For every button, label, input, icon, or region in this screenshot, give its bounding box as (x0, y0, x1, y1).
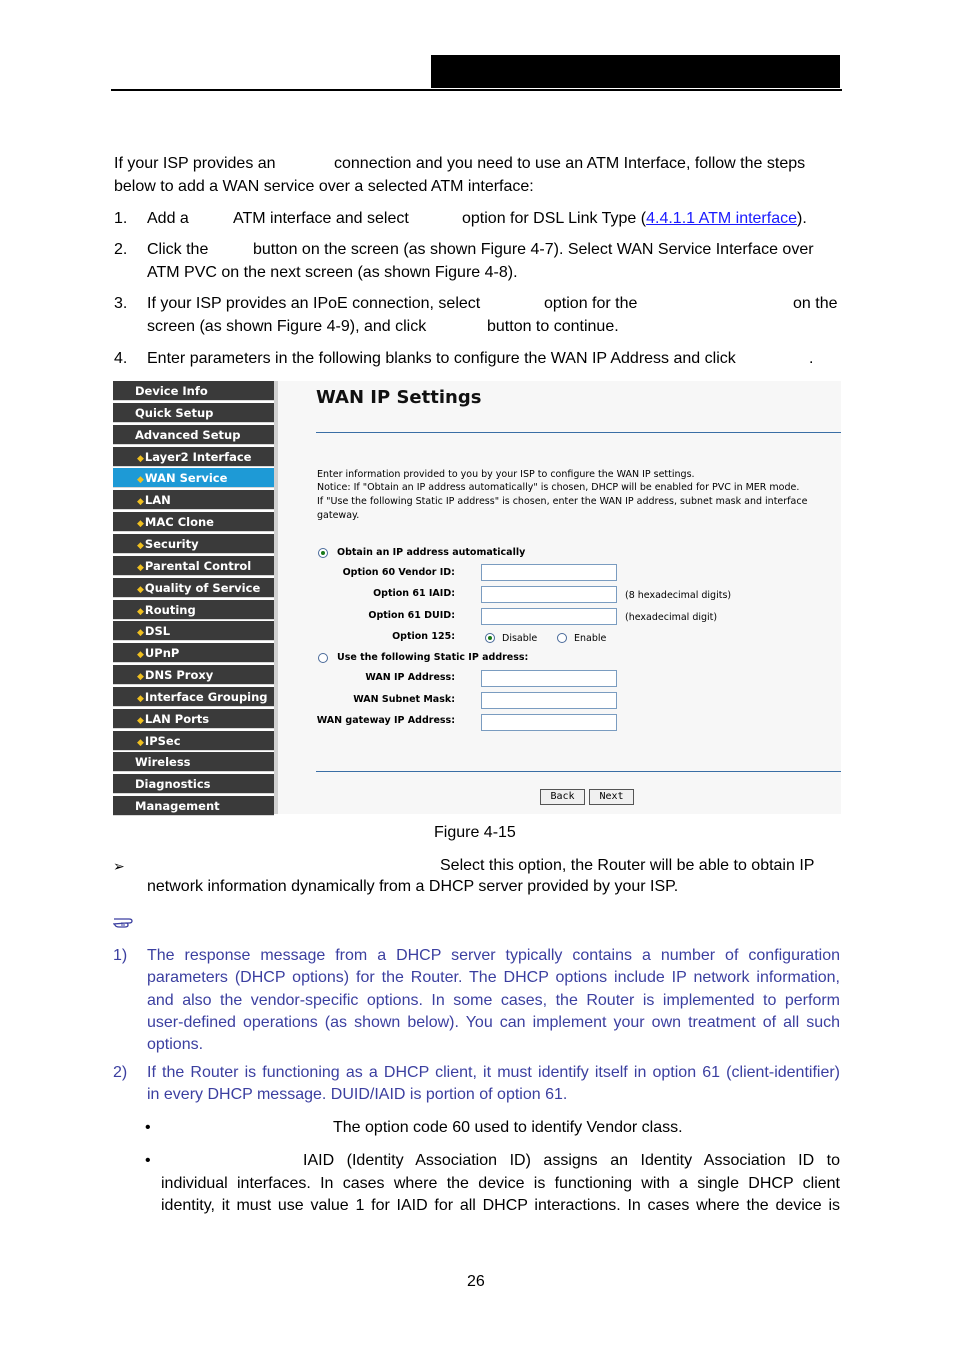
header-rule (111, 89, 842, 91)
note-line: and also the vendor-specific options. In some cases, the Router is implemented to perform (147, 991, 840, 1009)
sub-bullet-1: The option code 60 used to identify Vendor class. (333, 1119, 683, 1136)
top-divider (316, 432, 841, 433)
intro-line1a: If your ISP provides an (114, 155, 276, 172)
opt125-label: Option 125: (392, 631, 455, 642)
sidebar-item-wireless[interactable] (113, 752, 274, 772)
sidebar-item-upnp[interactable] (113, 643, 274, 663)
sidebar-item-label: LAN Ports (144, 711, 210, 726)
next-button[interactable]: Next (589, 789, 634, 805)
desc-line2: Notice: If "Obtain an IP address automatically" is chosen, DHCP will be enabled for PVC in MER mode. (317, 482, 800, 493)
opt61-iaid-label: Option 61 IAID: (373, 588, 455, 599)
step2-b: button on the screen (as shown Figure 4-7). Select WAN Service Interface over (253, 241, 814, 258)
sidebar-item-label: Diagnostics (135, 777, 211, 792)
opt61-duid-hint: (hexadecimal digit) (625, 612, 718, 623)
sub-bullet-2-line1: IAID (Identity Association ID) assigns an Identity Association ID to (303, 1152, 840, 1169)
bullet-icon: ◆ (137, 475, 144, 486)
sidebar-item-label: Layer2 Interface (144, 449, 252, 464)
bullet-icon: ◆ (137, 628, 144, 639)
note-number: 2) (113, 1064, 128, 1081)
sidebar-item-label: DNS Proxy (144, 668, 214, 683)
static-ip-radio[interactable] (318, 653, 328, 663)
sidebar-item-label: Interface Grouping (144, 689, 268, 704)
bullet-icon: ◆ (137, 453, 144, 464)
sub-bullet-2-line2: individual interfaces. In cases where the device is functioning with a single DHCP client (161, 1175, 840, 1192)
sidebar-item-ipsec[interactable] (113, 731, 274, 751)
step2-a: Click the (147, 241, 209, 258)
opt60-label: Option 60 Vendor ID: (342, 567, 455, 578)
bullet-line2: network information dynamically from a DHCP server provided by your ISP. (147, 878, 679, 895)
opt125-enable-label: Enable (574, 633, 607, 644)
step-num: 2. (114, 241, 128, 258)
sidebar-item-security[interactable] (113, 534, 274, 554)
opt125-disable-label: Disable (502, 633, 538, 644)
sidebar-item-quality-of-service[interactable] (113, 578, 274, 598)
opt61-duid-label: Option 61 DUID: (368, 610, 455, 621)
obtain-auto-label: Obtain an IP address automatically (337, 547, 526, 558)
note-number: 1) (113, 947, 128, 964)
step1-c: option for DSL Link Type (4.4.1.1 ATM interface). (462, 210, 807, 227)
obtain-auto-radio[interactable] (318, 548, 328, 558)
sidebar-item-parental-control[interactable] (113, 556, 274, 576)
intro-line1b: connection and you need to use an ATM Interface, follow the steps (334, 155, 806, 172)
step3-line2a: screen (as shown Figure 4-9), and click (147, 318, 427, 335)
sidebar-item-wan-service[interactable] (113, 468, 274, 488)
desc-line4: gateway. (317, 510, 360, 521)
sidebar-item-label: DSL (144, 624, 171, 639)
sidebar-item-device-info[interactable] (113, 381, 274, 401)
bullet-icon: ◆ (137, 606, 144, 617)
step-num: 1. (114, 210, 128, 227)
bottom-divider (316, 771, 841, 772)
note-line: The response message from a DHCP server typically contains a number of configuration (147, 947, 840, 964)
back-button[interactable]: Back (540, 789, 585, 805)
step3-a: If your ISP provides an IPoE connection, select (147, 295, 481, 312)
bullet-icon: ◆ (137, 737, 144, 748)
sidebar-item-mac-clone[interactable] (113, 512, 274, 532)
wan-gateway-label: WAN gateway IP Address: (316, 715, 455, 726)
opt61-duid-input[interactable] (481, 608, 617, 625)
sidebar-item-label: Wireless (135, 755, 191, 770)
opt60-input[interactable] (481, 564, 617, 581)
step1-a: Add a (147, 210, 189, 227)
step-num: 3. (114, 295, 128, 312)
sidebar-item-label: WAN Service (144, 471, 228, 486)
desc-line1: Enter information provided to you by your ISP to configure the WAN IP settings. (317, 469, 695, 480)
wan-ip-input[interactable] (481, 670, 617, 687)
sidebar-item-label: Quality of Service (144, 580, 261, 595)
sidebar-item-interface-grouping[interactable] (113, 687, 274, 707)
intro-line2: below to add a WAN service over a selected ATM interface: (114, 178, 534, 195)
note-line: parameters (DHCP options) for the Router. The DHCP options include IP network information, (147, 969, 840, 987)
bullet-icon: ◆ (137, 540, 144, 551)
sidebar-item-lan-ports[interactable] (113, 709, 274, 729)
bullet-icon: ◆ (137, 650, 144, 661)
bullet-icon: ◆ (137, 584, 144, 595)
sidebar-item-label: Device Info (135, 384, 208, 398)
bullet-line1: Select this option, the Router will be able to obtain IP (440, 857, 815, 874)
wan-ip-settings-panel (278, 381, 841, 814)
header-bar (431, 55, 840, 88)
step-num: 4. (114, 350, 128, 367)
sidebar-item-dns-proxy[interactable] (113, 665, 274, 685)
sidebar-item-label: Parental Control (144, 558, 252, 573)
bullet-icon: ◆ (137, 519, 144, 530)
step2-line2: ATM PVC on the next screen (as shown Figure 4-8). (147, 264, 518, 281)
sidebar-item-quick-setup[interactable] (113, 403, 274, 423)
step4-b: . (809, 350, 814, 367)
step1-b: ATM interface and select (233, 210, 409, 227)
sidebar-item-routing[interactable] (113, 600, 274, 620)
static-ip-label: Use the following Static IP address: (337, 652, 529, 663)
sidebar-item-layer2-interface[interactable] (113, 447, 274, 467)
wan-mask-label: WAN Subnet Mask: (353, 694, 455, 705)
sidebar-item-label: Security (144, 536, 199, 551)
step3-line2b: button to continue. (487, 318, 619, 335)
step3-b: option for the (544, 295, 638, 312)
sidebar-item-label: UPnP (144, 646, 180, 661)
note-line: user-defined operations (as shown below). You can implement your own treatment of all such (147, 1013, 840, 1031)
note-line: in every DHCP message. DUID/IAID is portion of option 61. (147, 1086, 568, 1104)
sidebar (113, 381, 274, 814)
figure-caption: Figure 4-15 (434, 824, 516, 841)
arrow-bullet-icon: ➢ (113, 858, 125, 874)
opt125-enable-radio[interactable] (557, 633, 567, 643)
wan-ip-label: WAN IP Address: (365, 672, 455, 683)
sidebar-item-label: Quick Setup (135, 405, 214, 420)
router-screenshot (113, 381, 841, 814)
sidebar-item-dsl[interactable] (113, 621, 274, 641)
desc-line3: If "Use the following Static IP address" is chosen, enter the WAN IP address, subnet mask and interface (317, 496, 808, 507)
sidebar-item-label: LAN (144, 493, 171, 508)
sidebar-item-label: MAC Clone (144, 515, 214, 530)
sidebar-item-label: Routing (144, 602, 196, 617)
sidebar-item-diagnostics[interactable] (113, 774, 274, 794)
bullet-dot: • (145, 1152, 151, 1169)
bullet-icon: ◆ (137, 562, 144, 573)
sidebar-item-label: Advanced Setup (135, 427, 241, 442)
sidebar-item-advanced-setup[interactable] (113, 425, 274, 445)
sidebar-item-label: IPSec (144, 733, 181, 748)
sidebar-item-lan[interactable] (113, 490, 274, 510)
note-line: If the Router is functioning as a DHCP client, it must identify itself in option 61 (client-identifier) (147, 1064, 840, 1081)
bullet-icon: ◆ (137, 497, 144, 508)
wan-gateway-input[interactable] (481, 714, 617, 731)
bullet-icon: ◆ (137, 672, 144, 683)
atm-interface-link[interactable]: 4.4.1.1 ATM interface (646, 210, 797, 227)
bullet-dot: • (145, 1119, 151, 1136)
bullet-icon: ◆ (137, 693, 144, 704)
note-line: options. (147, 1036, 204, 1054)
step3-c: on the (793, 295, 838, 312)
wan-mask-input[interactable] (481, 692, 617, 709)
opt125-disable-radio[interactable] (485, 633, 495, 643)
sidebar-item-management[interactable] (113, 796, 274, 816)
page-number: 26 (467, 1273, 485, 1290)
sidebar-item-label: Management (135, 799, 220, 814)
panel-title: WAN IP Settings (316, 387, 482, 408)
opt61-iaid-hint: (8 hexadecimal digits) (625, 590, 732, 601)
pointing-hand-icon (113, 914, 139, 930)
bullet-icon: ◆ (137, 715, 144, 726)
opt61-iaid-input[interactable] (481, 586, 617, 603)
sub-bullet-2-line3: identity, it must use value 1 for IAID for all DHCP interactions. In cases where the device is (161, 1197, 840, 1214)
step4-a: Enter parameters in the following blanks to configure the WAN IP Address and click (147, 350, 736, 367)
